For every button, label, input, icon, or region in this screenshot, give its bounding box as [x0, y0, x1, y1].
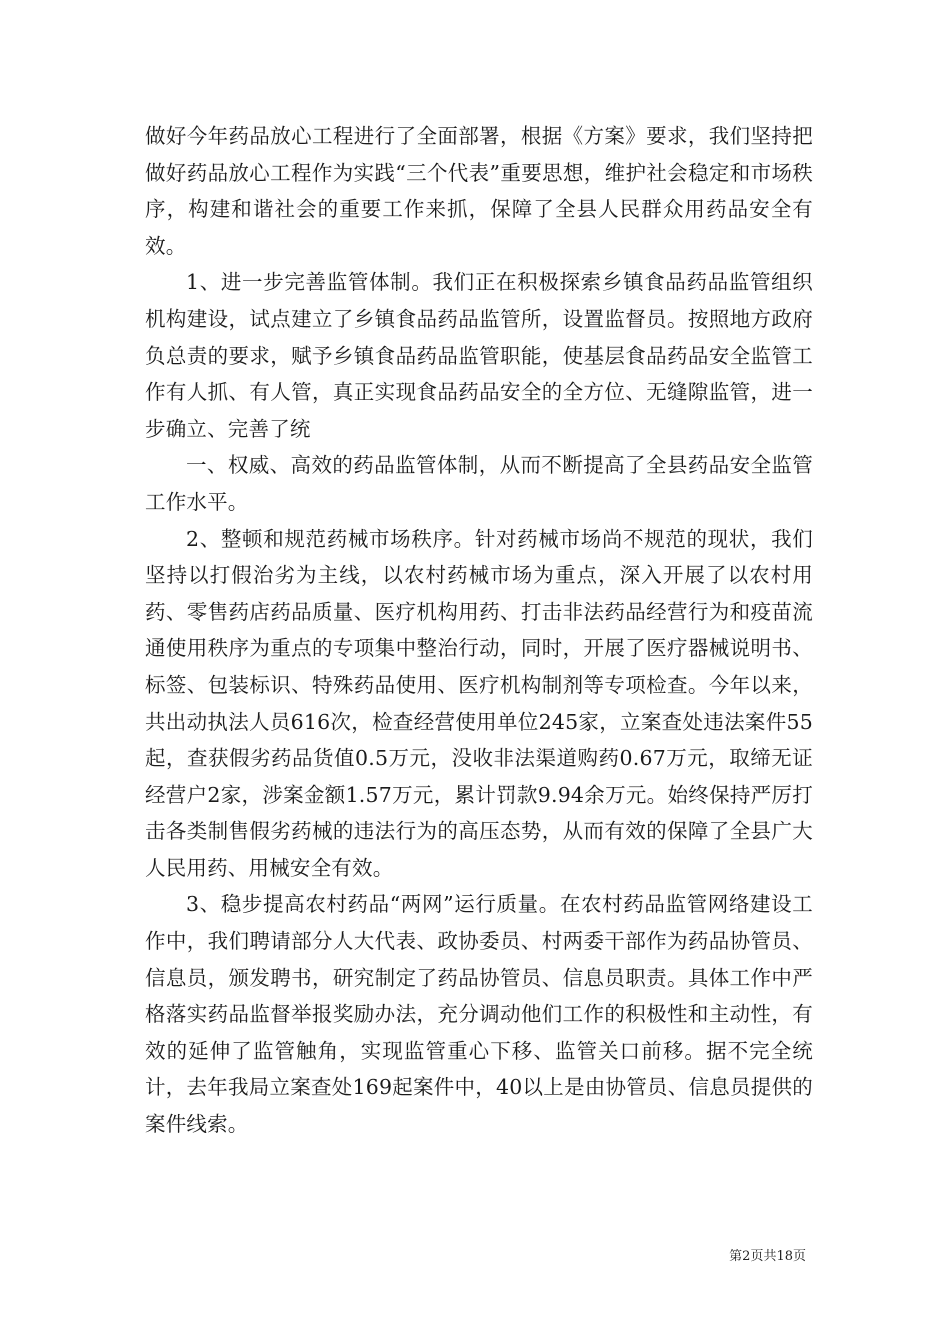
paragraph-section-1: 1、进一步完善监管体制。我们正在积极探索乡镇食品药品监管组织机构建设，试点建立了乡镇食品药品监管所，设置监督员。按照地方政府负总责的要求，赋予乡镇食品药品监管职能，使基层食品药品安全监管工作有人抓、有人管，真正实现食品药品安全的全方位、无缝隙监管，进一步确立、完善了统: [145, 270, 813, 441]
document-body: [145, 118, 813, 1143]
paragraph-section-3: 3、稳步提高农村药品“两网”运行质量。在农村药品监管网络建设工作中，我们聘请部分人大代表、政协委员、村两委干部作为药品协管员、信息员，颁发聘书，研究制定了药品协管员、信息员职责。具体工作中严格落实药品监督举报奖励办法，充分调动他们工作的积极性和主动性，有效的延伸了监管触角，实现监管重心下移、监管关口前移。据不完全统计，去年我局立案查处169起案件中，40以上是由协管员、信息员提供的案件线索。: [145, 892, 813, 1137]
page-number-footer: 第2页共18页: [729, 1249, 806, 1264]
paragraph-intro: 做好今年药品放心工程进行了全面部署，根据《方案》要求，我们坚持把做好药品放心工程作为实践“三个代表”重要思想，维护社会稳定和市场秩序，构建和谐社会的重要工作来抓，保障了全县人民群众用药品安全有效。: [145, 124, 813, 258]
paragraph-section-1-continued: 一、权威、高效的药品监管体制，从而不断提高了全县药品安全监管工作水平。: [145, 453, 813, 514]
paragraph-section-2: 2、整顿和规范药械市场秩序。针对药械市场尚不规范的现状，我们坚持以打假治劣为主线，以农村药械市场为重点，深入开展了以农村用药、零售药店药品质量、医疗机构用药、打击非法药品经营行为和疫苗流通使用秩序为重点的专项集中整治行动，同时，开展了医疗器械说明书、标签、包装标识、特殊药品使用、医疗机构制剂等专项检查。今年以来，共出动执法人员616次，检查经营使用单位245家，立案查处违法案件55起，查获假劣药品货值0.5万元，没收非法渠道购药0.67万元，取缔无证经营户2家，涉案金额1.57万元，累计罚款9.94余万元。始终保持严厉打击各类制售假劣药械的违法行为的高压态势，从而有效的保障了全县广大人民用药、用械安全有效。: [145, 526, 813, 880]
